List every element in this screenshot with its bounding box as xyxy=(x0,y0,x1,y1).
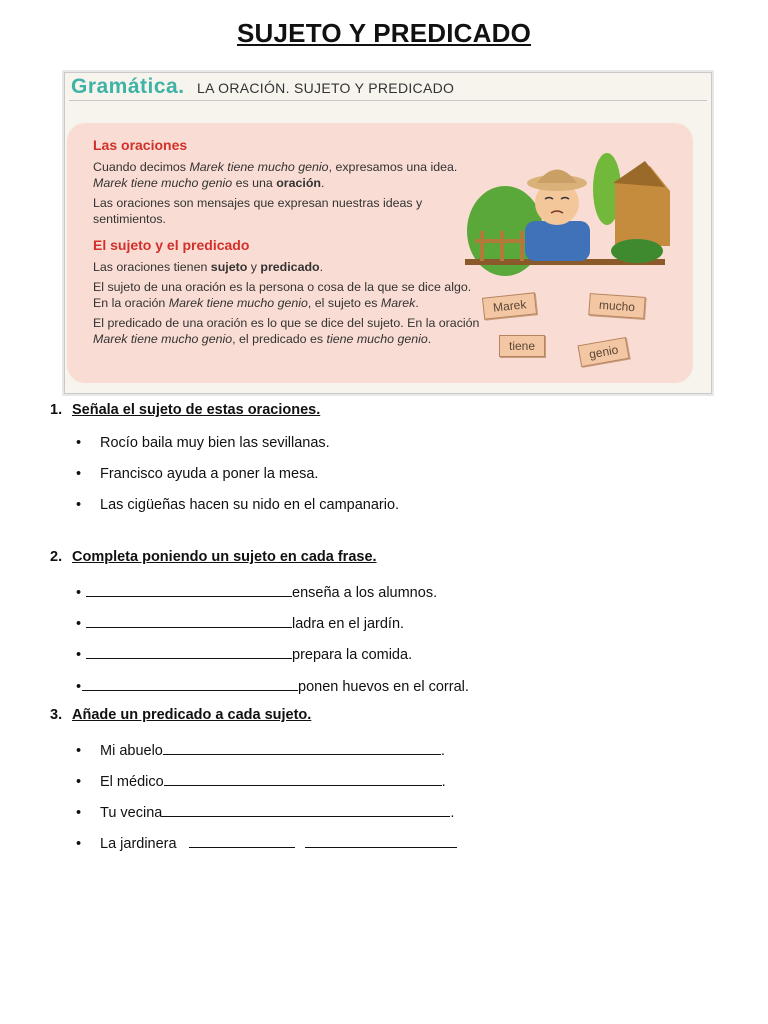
lesson-paragraph: El sujeto de una oración es la persona o cosa de la que se dice algo. En la oración Marek tiene mucho genio, el sujeto es Marek. xyxy=(93,280,472,310)
page-title: SUJETO Y PREDICADO xyxy=(236,18,532,48)
exercise-3-heading: 3. Añade un predicado a cada sujeto. xyxy=(50,707,312,723)
answer-blank[interactable] xyxy=(164,771,442,786)
exercise-1-heading: 1. Señala el sujeto de estas oraciones. xyxy=(50,402,321,418)
answer-blank[interactable] xyxy=(82,676,298,691)
list-item: • Rocío baila muy bien las sevillanas. xyxy=(76,435,330,451)
lesson-paragraph: Las oraciones son mensajes que expresan nuestras ideas y sentimientos. xyxy=(93,196,423,226)
word-sign: Marek xyxy=(482,292,537,319)
exercise-2-heading: 2. Completa poniendo un sujeto en cada frase. xyxy=(50,549,377,565)
textbook-divider xyxy=(69,100,707,101)
list-item: • Las cigüeñas hacen su nido en el campanario. xyxy=(76,497,400,513)
answer-blank[interactable] xyxy=(86,613,292,628)
list-item: • prepara la comida. xyxy=(76,644,412,663)
lesson-paragraph: Cuando decimos Marek tiene mucho genio, expresamos una idea. Marek tiene mucho genio es una oración. xyxy=(93,160,458,190)
word-sign: mucho xyxy=(588,293,645,319)
textbook-image xyxy=(64,72,712,394)
list-item: • Francisco ayuda a poner la mesa. xyxy=(76,466,319,482)
answer-blank[interactable] xyxy=(305,833,457,848)
farmer-illustration xyxy=(465,151,675,276)
list-item: • enseña a los alumnos. xyxy=(76,582,437,601)
section-title-oraciones: Las oraciones xyxy=(93,137,188,153)
word-sign: tiene xyxy=(499,335,545,357)
textbook-header xyxy=(71,75,701,99)
answer-blank[interactable] xyxy=(162,802,450,817)
textbook-brand: Gramática. xyxy=(71,75,185,98)
lesson-text xyxy=(93,137,483,351)
answer-blank[interactable] xyxy=(163,740,441,755)
answer-blank[interactable] xyxy=(189,833,295,848)
list-item: • La jardinera xyxy=(76,833,457,852)
list-item: • Mi abuelo . xyxy=(76,740,445,759)
list-item: • Tu vecina . xyxy=(76,802,454,821)
lesson-paragraph: Las oraciones tienen sujeto y predicado. xyxy=(93,260,324,274)
answer-blank[interactable] xyxy=(86,644,292,659)
word-sign: genio xyxy=(577,337,629,367)
list-item: • ladra en el jardín. xyxy=(76,613,404,632)
answer-blank[interactable] xyxy=(86,582,292,597)
list-item: • ponen huevos en el corral. xyxy=(76,676,469,695)
textbook-subtitle: LA ORACIÓN. SUJETO Y PREDICADO xyxy=(197,80,455,96)
section-title-sujeto-predicado: El sujeto y el predicado xyxy=(93,237,250,253)
lesson-paragraph: El predicado de una oración es lo que se dice del sujeto. En la oración Marek tiene mucho genio, el predicado es tiene mucho genio. xyxy=(93,316,480,346)
list-item: • El médico . xyxy=(76,771,446,790)
